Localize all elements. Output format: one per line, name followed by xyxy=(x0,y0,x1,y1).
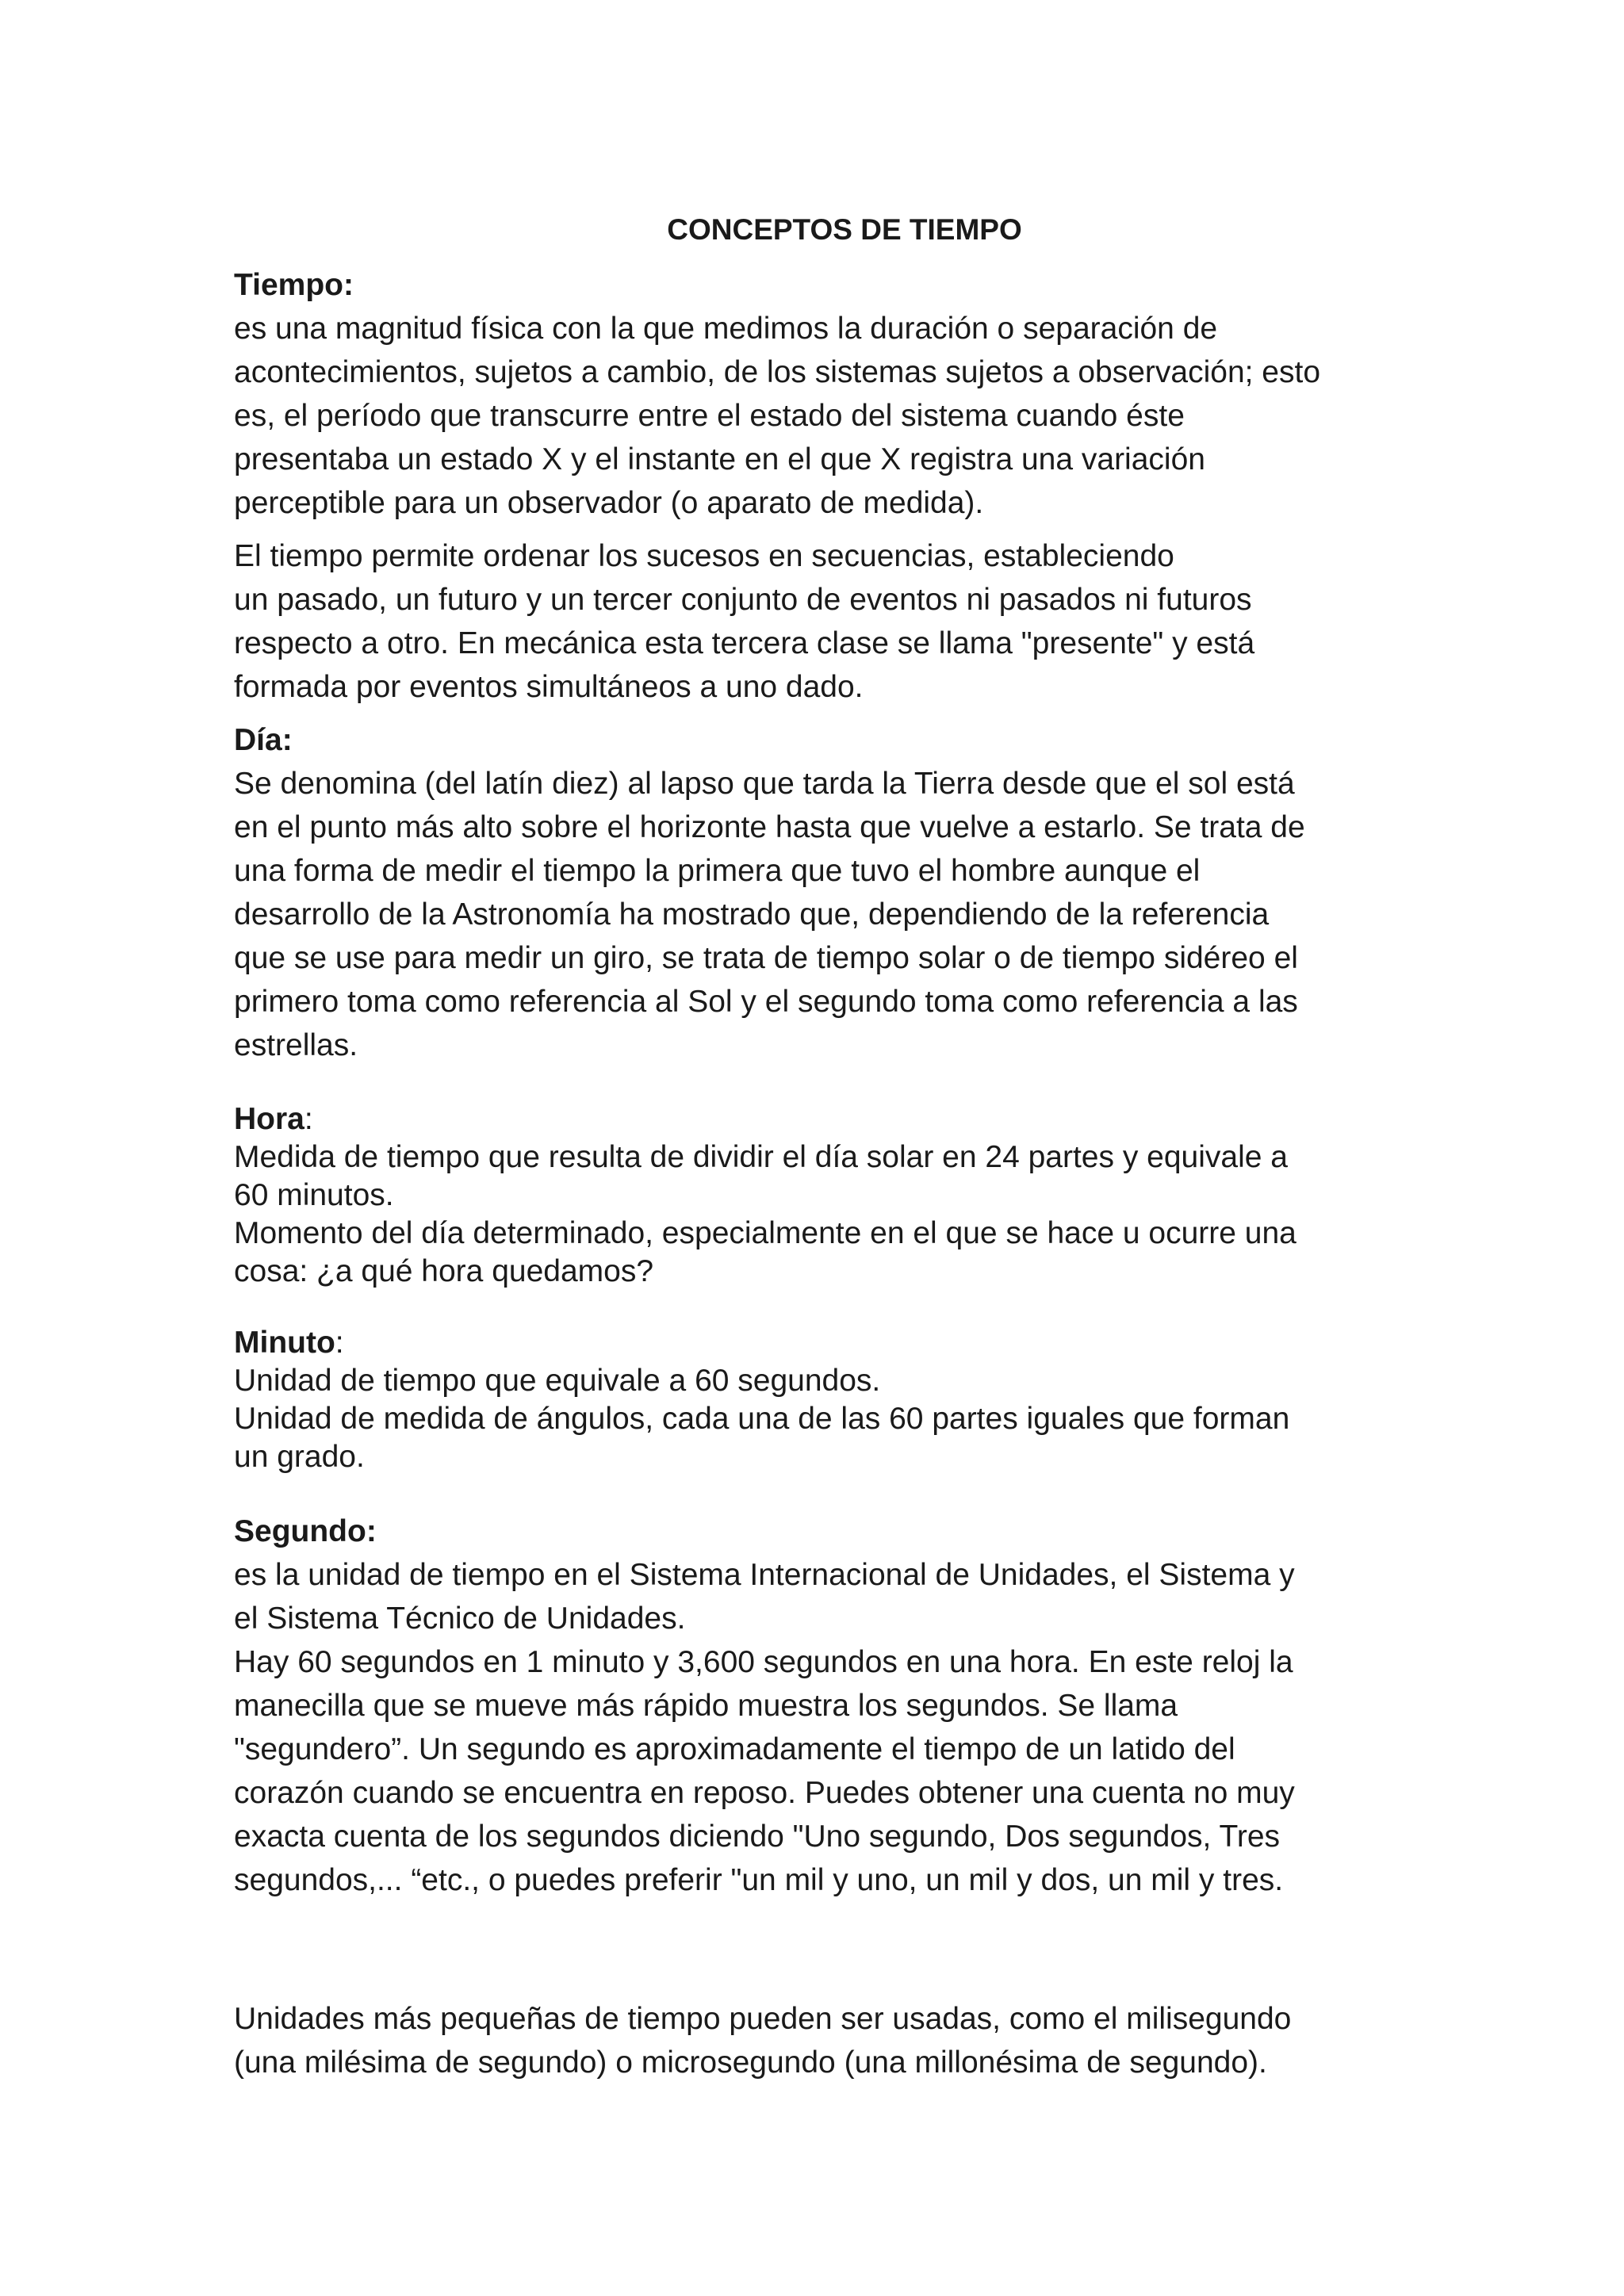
text-line: El tiempo permite ordenar los sucesos en secuencias, estableciendo xyxy=(234,539,1174,573)
paragraph-minuto xyxy=(234,1362,1408,1476)
text-line: el Sistema Técnico de Unidades. xyxy=(234,1601,686,1636)
heading-hora-line xyxy=(234,1100,1408,1138)
text-line: respecto a otro. En mecánica esta tercera clase se llama "presente" y está xyxy=(234,626,1255,660)
heading-segundo: Segundo: xyxy=(234,1514,377,1548)
paragraph-tiempo-order xyxy=(234,534,1408,709)
text-line: es, el período que transcurre entre el estado del sistema cuando éste xyxy=(234,399,1185,433)
text-line: primero toma como referencia al Sol y el segundo toma como referencia a las xyxy=(234,985,1298,1019)
text-line: un pasado, un futuro y un tercer conjunto de eventos ni pasados ni futuros xyxy=(234,583,1252,617)
text-line: (una milésima de segundo) o microsegundo (una millonésima de segundo). xyxy=(234,2045,1267,2080)
text-line: Unidad de medida de ángulos, cada una de las 60 partes iguales que forman xyxy=(234,1402,1290,1436)
section-tiempo xyxy=(234,263,1408,709)
text-line: "segundero”. Un segundo es aproximadamente el tiempo de un latido del xyxy=(234,1732,1235,1766)
section-segundo xyxy=(234,1510,1408,1902)
text-line: exacta cuenta de los segundos diciendo "Uno segundo, Dos segundos, Tres xyxy=(234,1820,1281,1854)
text-line: corazón cuando se encuentra en reposo. Puedes obtener una cuenta no muy xyxy=(234,1776,1295,1810)
heading-hora: Hora xyxy=(234,1102,304,1136)
paragraph-tiempo-definition xyxy=(234,307,1408,525)
text-line: manecilla que se mueve más rápido muestra los segundos. Se llama xyxy=(234,1689,1178,1723)
text-line: Momento del día determinado, especialmente en el que se hace u ocurre una xyxy=(234,1216,1297,1250)
document-page xyxy=(234,206,1408,2084)
heading-minuto-line xyxy=(234,1324,1408,1362)
text-line: que se use para medir un giro, se trata de tiempo solar o de tiempo sidéreo el xyxy=(234,941,1298,975)
text-line: presentaba un estado X y el instante en el que X registra una variación xyxy=(234,442,1205,476)
text-line: estrellas. xyxy=(234,1028,358,1062)
paragraph-closing xyxy=(234,1997,1408,2084)
text-line: 60 minutos. xyxy=(234,1178,394,1212)
text-line: Se denomina (del latín diez) al lapso que tarda la Tierra desde que el sol está xyxy=(234,767,1295,801)
heading-tiempo: Tiempo: xyxy=(234,268,354,302)
heading-minuto-suffix: : xyxy=(335,1326,344,1360)
text-line: en el punto más alto sobre el horizonte hasta que vuelve a estarlo. Se trata de xyxy=(234,810,1305,844)
text-line: es la unidad de tiempo en el Sistema Internacional de Unidades, el Sistema y xyxy=(234,1558,1295,1592)
section-dia xyxy=(234,718,1408,1067)
paragraph-dia xyxy=(234,762,1408,1067)
heading-dia: Día: xyxy=(234,723,293,757)
text-line: Medida de tiempo que resulta de dividir el día solar en 24 partes y equivale a xyxy=(234,1140,1288,1174)
text-line: cosa: ¿a qué hora quedamos? xyxy=(234,1254,654,1288)
section-hora xyxy=(234,1100,1408,1291)
heading-minuto: Minuto xyxy=(234,1326,335,1360)
text-line: acontecimientos, sujetos a cambio, de los sistemas sujetos a observación; esto xyxy=(234,355,1321,389)
text-line: desarrollo de la Astronomía ha mostrado que, dependiendo de la referencia xyxy=(234,897,1270,932)
document-title: CONCEPTOS DE TIEMPO xyxy=(667,213,1022,246)
text-line: un grado. xyxy=(234,1440,365,1474)
text-line: Unidades más pequeñas de tiempo pueden ser usadas, como el milisegundo xyxy=(234,2002,1292,2036)
text-line: segundos,... “etc., o puedes preferir "un mil y uno, un mil y dos, un mil y tres. xyxy=(234,1863,1284,1897)
section-closing xyxy=(234,1997,1408,2084)
text-line: formada por eventos simultáneos a uno dado. xyxy=(234,670,864,704)
text-line: una forma de medir el tiempo la primera que tuvo el hombre aunque el xyxy=(234,854,1201,888)
text-line: Hay 60 segundos en 1 minuto y 3,600 segundos en una hora. En este reloj la xyxy=(234,1645,1293,1679)
paragraph-segundo xyxy=(234,1553,1408,1902)
section-minuto xyxy=(234,1324,1408,1476)
text-line: es una magnitud física con la que medimos la duración o separación de xyxy=(234,312,1218,346)
text-line: Unidad de tiempo que equivale a 60 segundos. xyxy=(234,1364,881,1398)
text-line: perceptible para un observador (o aparato de medida). xyxy=(234,486,984,520)
paragraph-hora xyxy=(234,1138,1408,1291)
heading-hora-suffix: : xyxy=(304,1102,313,1136)
